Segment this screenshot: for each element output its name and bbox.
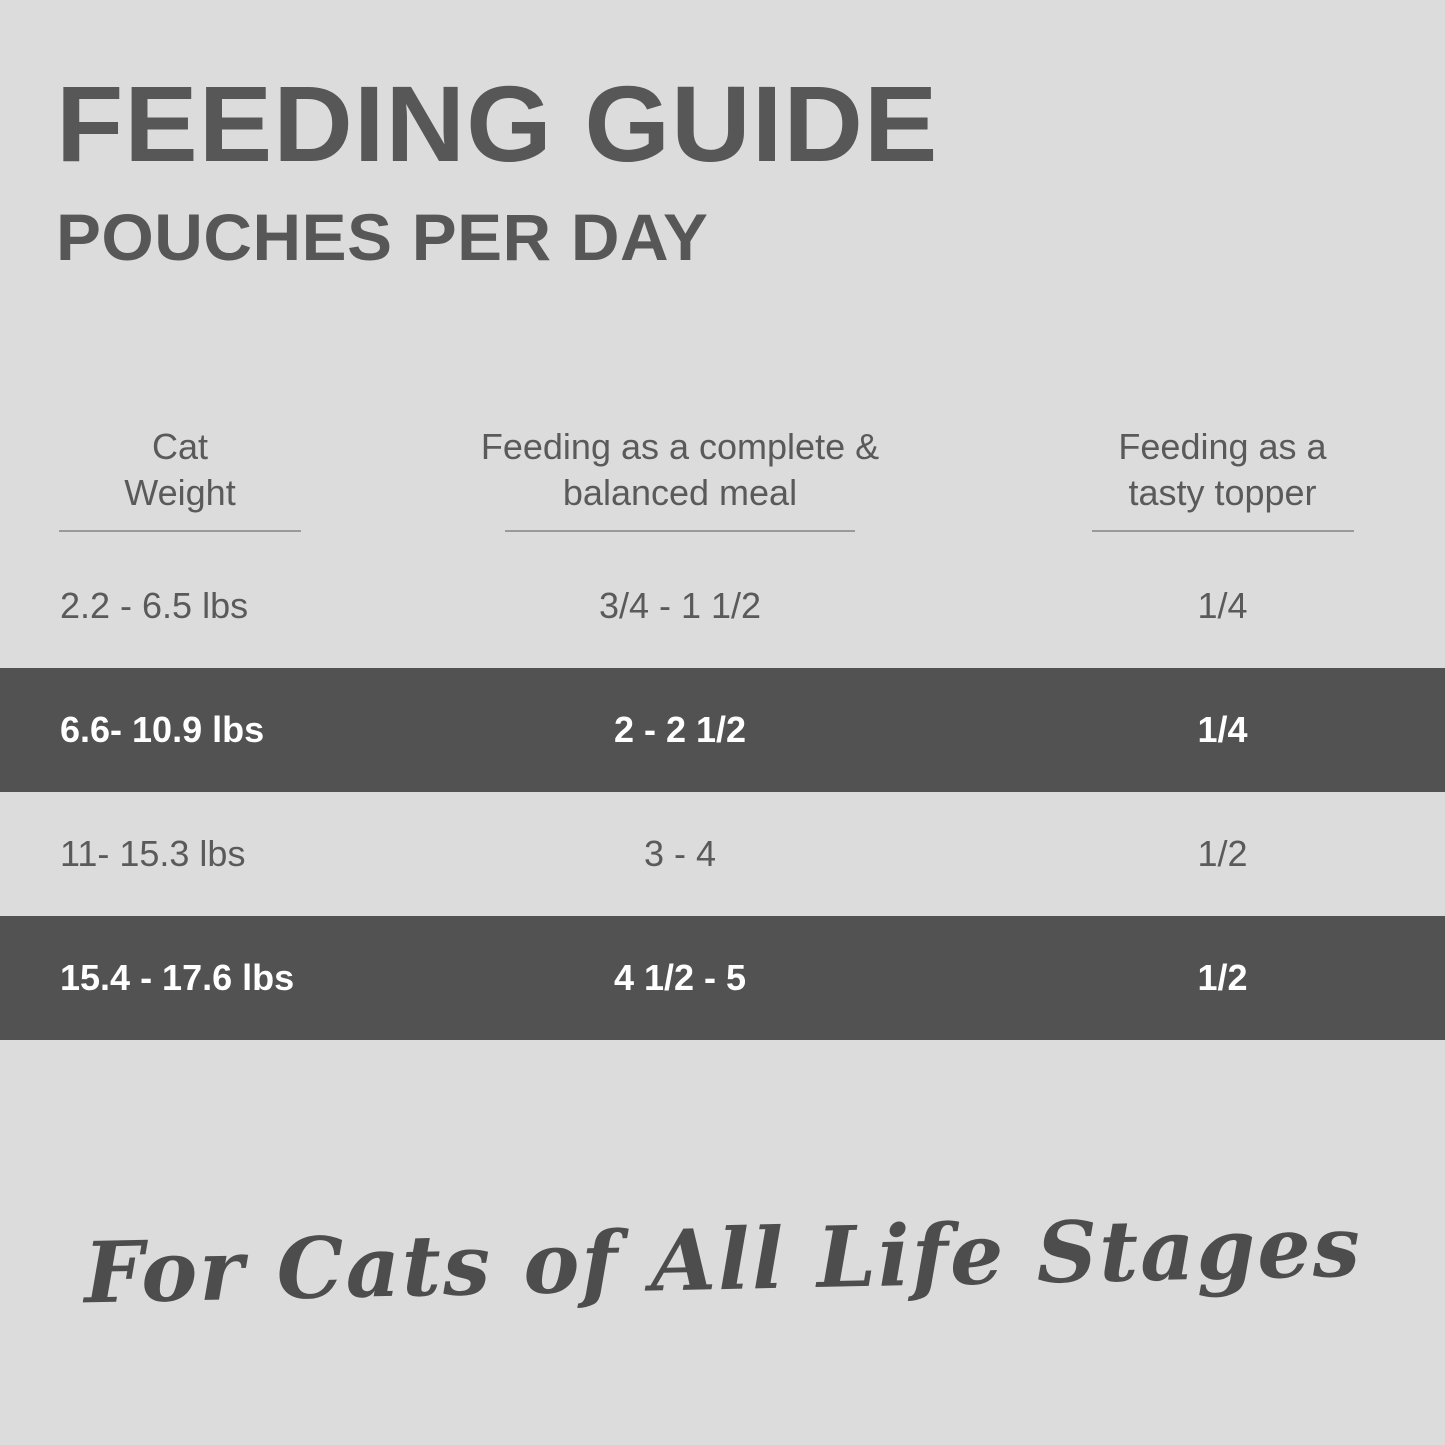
footer-tagline: For Cats of All Life Stages [82,1196,1363,1323]
page-subtitle: POUCHES PER DAY [56,200,709,274]
cell-tasty-topper: 1/2 [1197,833,1248,874]
table-row [0,544,1445,668]
feeding-table [0,404,1445,1040]
column-header-rule [1092,530,1354,532]
cell-balanced-meal: 3 - 4 [643,833,717,874]
cell-tasty-topper: 1/4 [1197,585,1248,626]
cell-balanced-meal: 3/4 - 1 1/2 [598,585,762,626]
column-header-rule [59,530,301,532]
title-block [0,0,1445,274]
column-header-tasty-topper-line1: Feeding as a [1118,426,1327,467]
cell-cat-weight: 11- 15.3 lbs [60,833,246,874]
column-header-tasty-topper [1000,404,1445,532]
cell-cat-weight: 15.4 - 17.6 lbs [60,957,295,998]
column-header-cat-weight-line2: Weight [124,472,236,514]
table-row [0,668,1445,792]
column-header-balanced-meal-line2: balanced meal [562,472,798,514]
column-header-balanced-meal [360,404,1000,532]
column-header-rule [505,530,855,532]
column-header-balanced-meal-line1: Feeding as a complete & [480,426,880,467]
column-header-tasty-topper-line2: tasty topper [1128,472,1317,514]
footer-tagline-block [0,1196,1445,1323]
table-header-row [0,404,1445,544]
column-header-cat-weight-line1: Cat [151,426,209,467]
column-header-cat-weight [0,404,360,532]
table-row [0,916,1445,1040]
cell-cat-weight: 6.6- 10.9 lbs [60,709,265,750]
cell-balanced-meal: 2 - 2 1/2 [613,709,747,750]
page-title: FEEDING GUIDE [56,63,939,184]
cell-cat-weight: 2.2 - 6.5 lbs [60,585,249,626]
cell-tasty-topper: 1/4 [1197,709,1248,750]
cell-tasty-topper: 1/2 [1197,957,1248,998]
cell-balanced-meal: 4 1/2 - 5 [613,957,747,998]
table-row [0,792,1445,916]
